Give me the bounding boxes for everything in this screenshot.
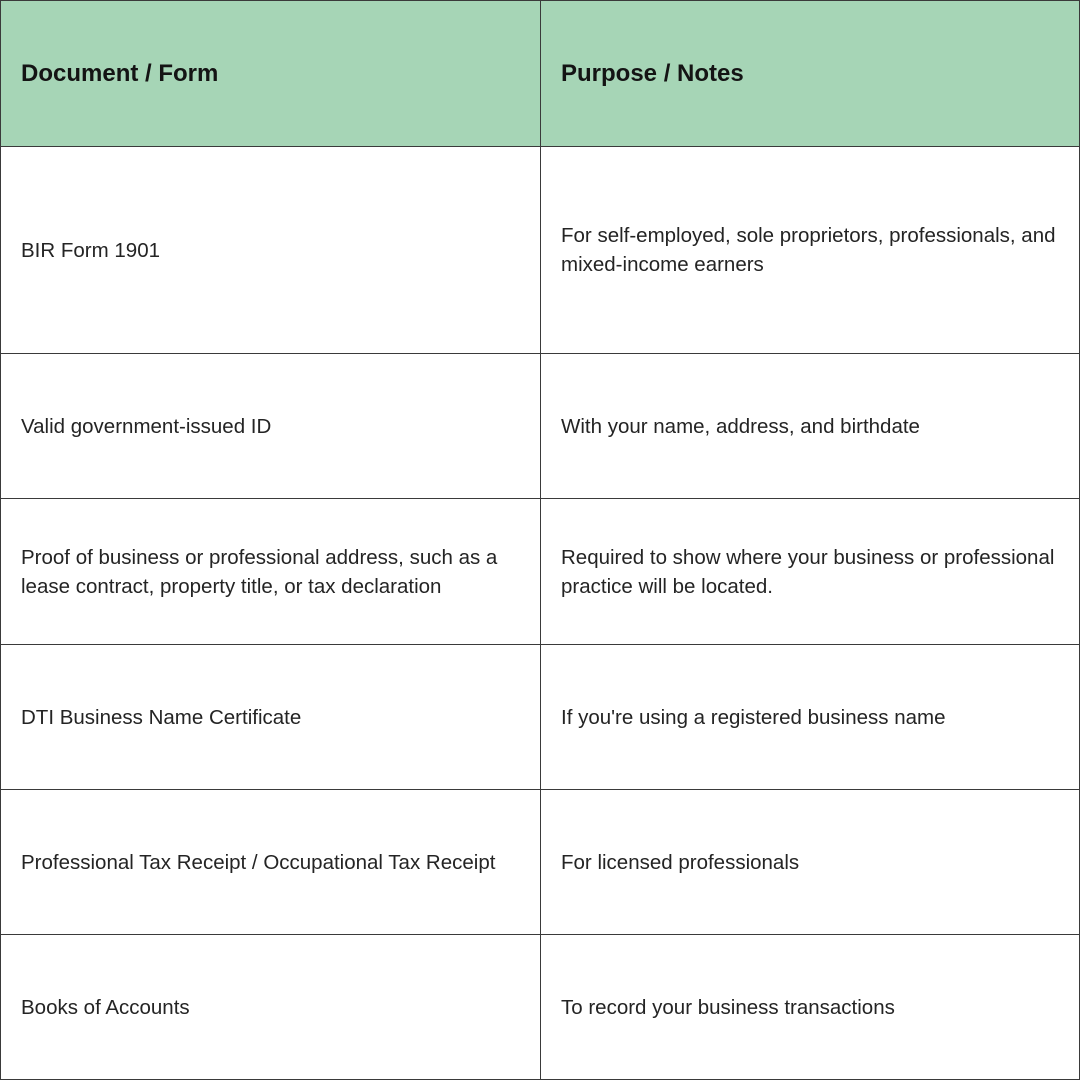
header-row <box>1 1 1080 147</box>
purpose-cell: If you're using a registered business name <box>541 645 1080 790</box>
header-purpose-notes: Purpose / Notes <box>541 1 1080 147</box>
purpose-cell: For self-employed, sole proprietors, professionals, and mixed-income earners <box>541 147 1080 354</box>
document-cell: Valid government-issued ID <box>1 354 541 499</box>
document-cell: DTI Business Name Certificate <box>1 645 541 790</box>
table-row <box>1 645 1080 790</box>
document-cell: BIR Form 1901 <box>1 147 541 354</box>
table-row <box>1 354 1080 499</box>
table-row <box>1 790 1080 935</box>
document-cell: Proof of business or professional address, such as a lease contract, property title, or tax declaration <box>1 499 541 645</box>
header-document-form: Document / Form <box>1 1 541 147</box>
purpose-cell: With your name, address, and birthdate <box>541 354 1080 499</box>
purpose-cell: For licensed professionals <box>541 790 1080 935</box>
document-cell: Professional Tax Receipt / Occupational Tax Receipt <box>1 790 541 935</box>
table-row <box>1 935 1080 1080</box>
purpose-cell: To record your business transactions <box>541 935 1080 1080</box>
document-cell: Books of Accounts <box>1 935 541 1080</box>
purpose-cell: Required to show where your business or professional practice will be located. <box>541 499 1080 645</box>
table-row <box>1 147 1080 354</box>
table-header <box>1 1 1080 147</box>
table-row <box>1 499 1080 645</box>
table-body <box>1 147 1080 1080</box>
